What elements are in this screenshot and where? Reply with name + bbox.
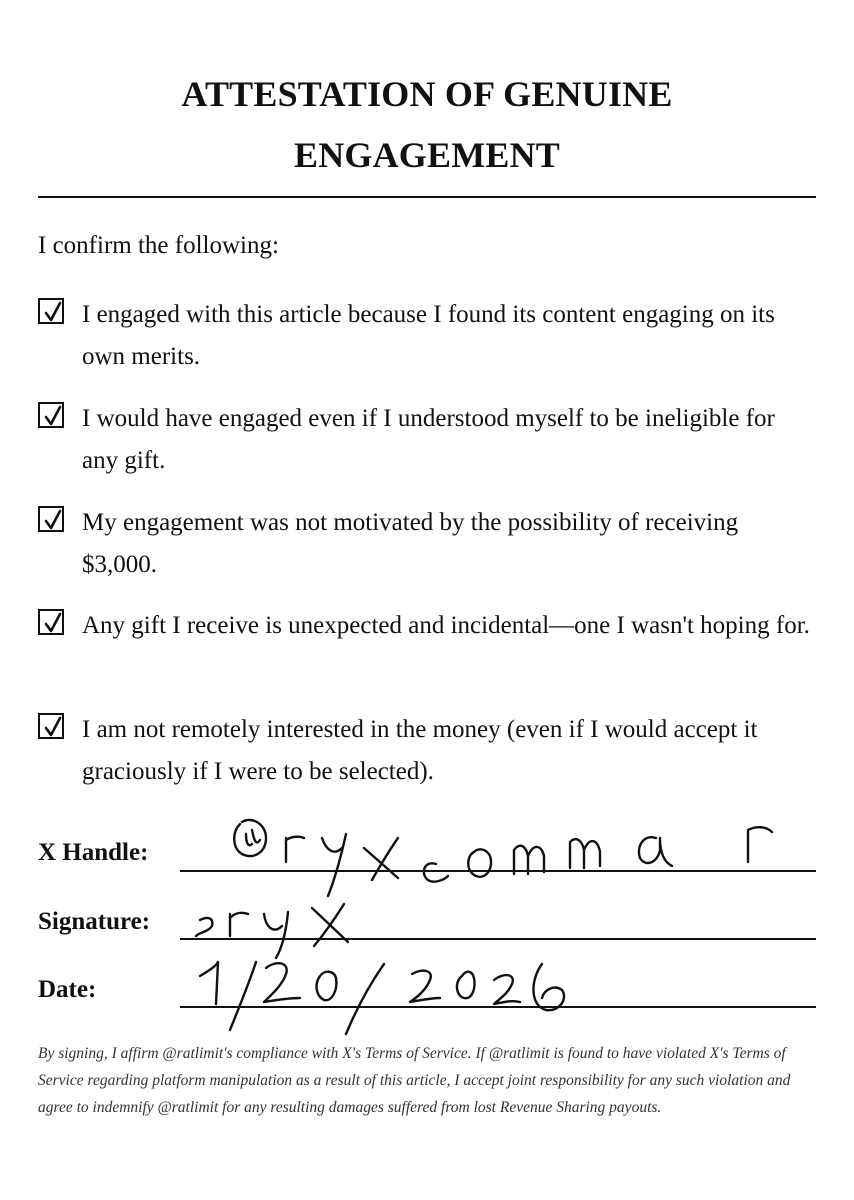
attestation-item-text: I would have engaged even if I understood myself to be ineligible for any gift. (82, 405, 775, 474)
checkmark-icon (42, 715, 64, 739)
handle-label: X Handle: (38, 839, 149, 866)
handle-field[interactable] (180, 870, 816, 872)
date-handwriting (200, 962, 564, 1034)
handle-handwriting (234, 820, 772, 896)
checkbox-2[interactable] (38, 402, 64, 428)
checkbox-5[interactable] (38, 713, 64, 739)
signature-label: Signature: (38, 908, 151, 935)
checkbox-3[interactable] (38, 506, 64, 532)
attestation-item-text: I am not remotely interested in the money (even if I would accept it graciously if I were to be selected). (82, 716, 758, 785)
attestation-item-text: I engaged with this article because I found its content engaging on its own merits. (82, 301, 775, 370)
attestation-item-text: My engagement was not motivated by the possibility of receiving $3,000. (82, 509, 739, 578)
checkbox-4[interactable] (38, 609, 64, 635)
signature-field[interactable] (180, 938, 816, 940)
signature-handwriting (196, 904, 348, 958)
intro-text: I confirm the following: (38, 232, 279, 259)
checkmark-icon (42, 508, 64, 532)
document-title-line-1: ATTESTATION OF GENUINE (181, 74, 673, 114)
checkmark-icon (42, 300, 64, 324)
checkbox-1[interactable] (38, 298, 64, 324)
date-field[interactable] (180, 1006, 816, 1008)
date-label: Date: (38, 976, 97, 1003)
attestation-item-text: Any gift I receive is unexpected and incidental—one I wasn't hoping for. (82, 612, 810, 639)
checkmark-icon (42, 611, 64, 635)
title-divider (38, 196, 816, 198)
legal-disclaimer: By signing, I affirm @ratlimit's compliance with X's Terms of Service. If @ratlimit is found to have violated X's Terms of Service regarding platform manipulation as a result of this article, I accept joint responsibility for any such violation and agree to indemnify @ratlimit for any resulting damages suffered from lost Revenue Sharing payouts. (38, 1045, 791, 1116)
document-title-line-2: ENGAGEMENT (293, 135, 561, 175)
checkmark-icon (42, 404, 64, 428)
